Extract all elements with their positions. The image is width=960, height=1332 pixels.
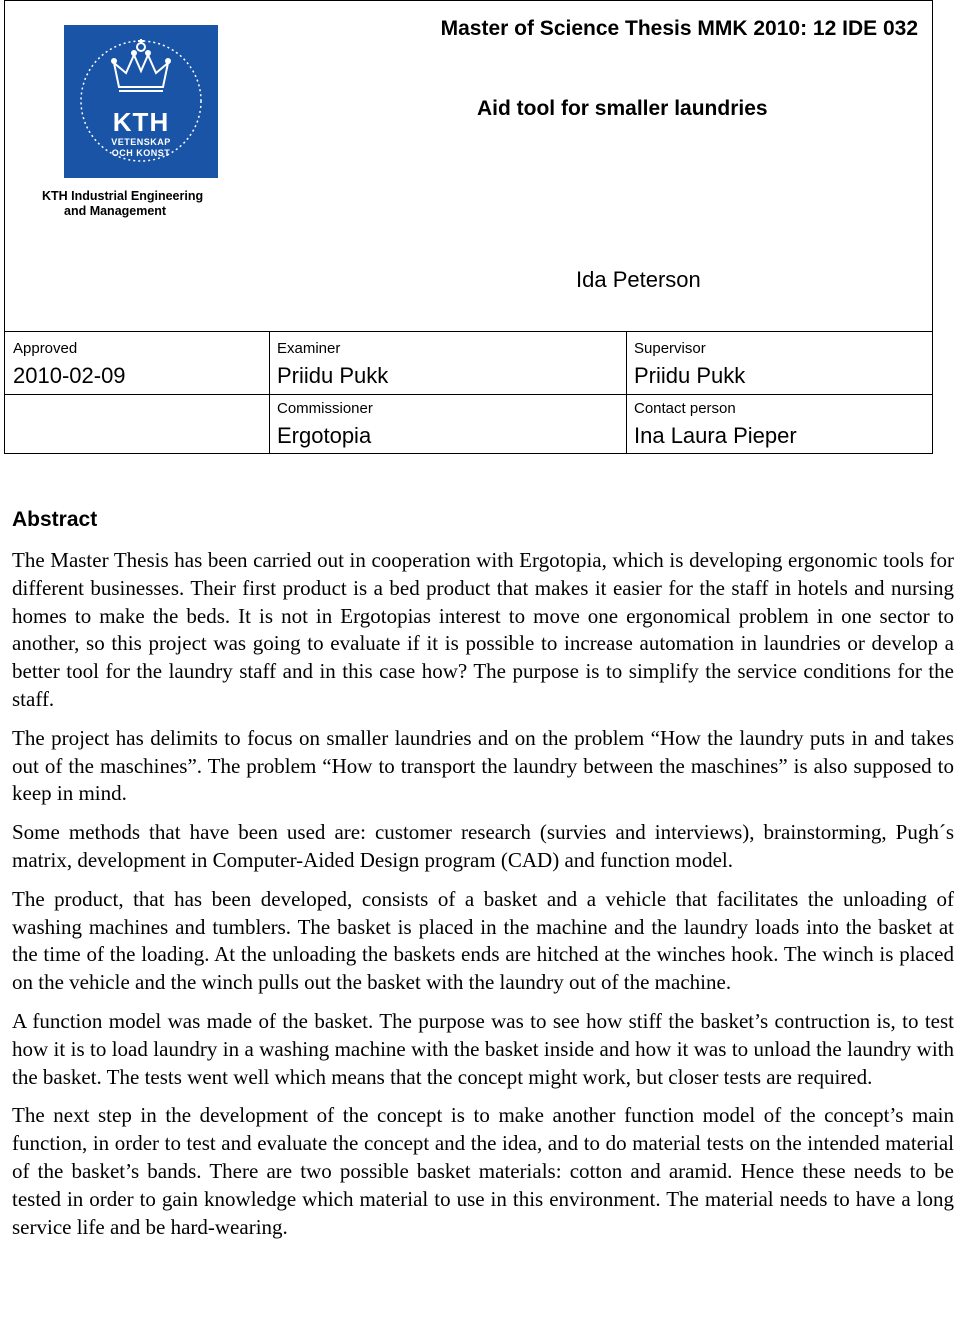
abstract-paragraph: The next step in the development of the concept is to make another function model of the concept’s main function, in order to test and evaluate the concept and the idea, and to do material tests on the intended material of the basket’s bands. There are two possible basket materials: cotton and aramid. Hence these needs to be tested in order to gain knowledge which material to use in this environment. The material needs to have a long service life and be hard-wearing. — [12, 1103, 954, 1239]
logo-caption: and Management — [64, 204, 167, 218]
logo-subline: OCH KONST — [111, 148, 171, 158]
abstract-heading: Abstract — [12, 508, 98, 531]
logo-subline: VETENSKAP — [111, 137, 171, 147]
table-divider — [5, 394, 932, 395]
kth-logo-emblem — [64, 25, 218, 178]
table-divider — [626, 332, 627, 453]
abstract-paragraph: The Master Thesis has been carried out in cooperation with Ergotopia, which is developing ergonomic tools for different businesses. Their first product is a bed product that makes it easier for the staff in hotels and nursing homes to make the beds. It is not in Ergotopias interest to move one ergonomical problem in one sector to another, so this project was going to evaluate if it is possible to increase automation in laundries or develop a better tool for the laundry staff and in this case how? The purpose is to simplify the service conditions for the staff. — [12, 548, 954, 711]
logo-caption: KTH Industrial Engineering — [42, 189, 204, 203]
abstract-paragraph: The project has delimits to focus on smaller laundries and on the problem “How the laundry puts in and takes out of the maschines”. The problem “How to transport the laundry between the maschines” is also supposed to keep in mind. — [12, 725, 954, 806]
approved-label: Approved — [13, 340, 78, 357]
thesis-title: Aid tool for smaller laundries — [477, 97, 768, 120]
examiner-name: Priidu Pukk — [277, 363, 389, 388]
abstract-paragraph: The product, that has been developed, consists of a basket and a vehicle that facilitates the unloading of washing machines and tumblers. The basket is placed in the machine and the laundry loads into the basket at the time of the loading. At the unloading the baskets ends are hitched at the winches hook. The winch is placed on the vehicle and the winch pulls out the basket with the laundry out of the machine. — [12, 886, 954, 995]
commissioner-label: Commissioner — [277, 400, 373, 417]
supervisor-label: Supervisor — [634, 340, 706, 357]
title-page-header — [4, 0, 933, 332]
examiner-label: Examiner — [277, 340, 341, 357]
table-divider — [269, 332, 270, 453]
contact-person-name: Ina Laura Pieper — [634, 423, 797, 448]
logo-wordmark: KTH — [112, 107, 170, 137]
commissioner-name: Ergotopia — [277, 423, 372, 448]
abstract-paragraph: A function model was made of the basket. The purpose was to see how stiff the basket’s contruction is, to test how it is to load laundry in a washing machine with the basket inside and how it was to unload the laundry with the basket. The tests went well which means that the concept might work, but closer tests are required. — [12, 1008, 954, 1089]
author-name: Ida Peterson — [576, 267, 701, 292]
contact-person-label: Contact person — [634, 400, 736, 417]
thesis-info-table — [4, 332, 933, 454]
approved-date: 2010-02-09 — [13, 363, 126, 388]
abstract-paragraph: Some methods that have been used are: customer research (survies and interviews), brainstorming, Pugh´s matrix, development in Computer-Aided Design program (CAD) and function model. — [12, 820, 954, 872]
abstract-body — [12, 547, 954, 1252]
supervisor-name: Priidu Pukk — [634, 363, 746, 388]
thesis-number: Master of Science Thesis MMK 2010: 12 IDE 032 — [440, 17, 918, 40]
kth-logo — [42, 25, 224, 218]
